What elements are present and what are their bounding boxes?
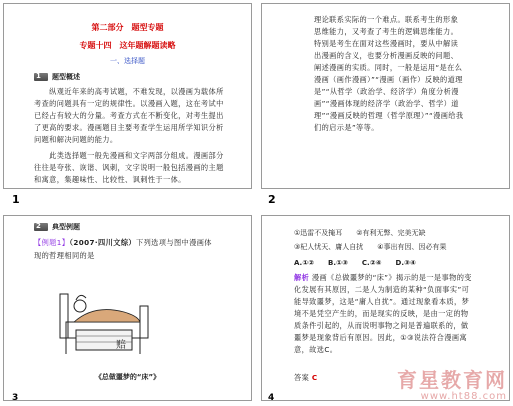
section-heading-overview [34, 72, 80, 82]
answer-label: 答案 [294, 373, 310, 382]
section-heading-example [34, 222, 80, 232]
subtitle: 一、选择题 [110, 57, 145, 65]
overview-paragraph-1: 纵观近年来的高考试题，不难发现，以漫画为载体所考查的问题具有一定的规律性。以漫画入题，这在考试中已经占有较大的分量。考查方式在不断变化，对考生提出了更高的要求。漫画题目主要考查学生运用所学知识分析问题和解决问题的能力。 [34, 87, 224, 144]
analysis-block [294, 272, 474, 368]
page-number-2: 2 [268, 193, 276, 206]
slide-3 [3, 215, 252, 401]
answer-line [294, 372, 318, 384]
topic-title: 专题十四 这年题解题读略 [79, 41, 176, 50]
answer-value: C [311, 373, 318, 382]
cartoon-caption: 《总做噩梦的“床”》 [94, 373, 161, 381]
example-source: （2007·四川文综） [69, 238, 136, 247]
page-number-1: 1 [12, 193, 20, 206]
example-tag: 【例题1】 [34, 238, 70, 247]
option-line-1: ①迅雷不及掩耳 ②有利无弊、完美无缺 [294, 229, 426, 237]
page-number-4: 4 [268, 393, 275, 403]
section-label: 典型例题 [52, 223, 80, 231]
example-question [34, 236, 219, 262]
part-title: 第二部分 题型专题 [91, 23, 164, 32]
overview-paragraph-2: 此类选择题一般先漫画和文字两部分组成。漫画部分往往是夸张、诙谐、讽刺，文字说明一般包括漫画的主题和寓意，集趣味性、比较性、讽刺性于一体。 [34, 151, 224, 184]
page-number-3: 3 [12, 393, 19, 403]
analysis-label: 解析 [294, 273, 310, 282]
watermark-url: www.ht88.com [420, 391, 507, 402]
section-label: 题型概述 [52, 73, 80, 81]
watermark-cn: 育星教育网 [397, 368, 507, 392]
slide-1 [3, 3, 252, 189]
cartoon-illustration [54, 284, 164, 364]
site-watermark [397, 369, 507, 402]
section-badge: 1 [34, 73, 48, 81]
example-text: 下列选项与图中漫画体现的哲理相同的是 [34, 238, 212, 260]
slide-2 [261, 3, 510, 189]
section-badge: 2 [34, 223, 48, 231]
option-line-2: ③杞人忧天、庸人自扰 ④事出有因、因必有果 [294, 243, 447, 251]
answer-choices: A.①② B.①③ C.②④ D.③④ [294, 259, 416, 267]
bed-character: 赔 [116, 340, 126, 351]
analysis-text: 漫画《总做噩梦的“床”》揭示的是一是事物的变化发展有其原因，二是人为制造的某种“负面事实”可能导致噩梦，这是“庸人自扰”。通过现象看本质，梦境不是凭空产生的，而是现实的反映，是由一定的物质条件引起的，从而说明事物之间是普遍联系的，做噩梦是现象背后有原因。因此，①③说法符合漫画寓意，故选C。 [294, 273, 472, 354]
slide2-body: 理论联系实际的一个难点。联系考生的形象思维能力，又考查了考生的逻辑思维能力。特别是考生在面对这些漫画时，要从中解读出漫画的含义，也要分析漫画反映的问题、阐述漫画的实质。同时，一般是运用“是在么漫画（画作漫画）”“漫画（画作）反映的道理是”“从哲学（政治学、经济学）角度分析漫画”“漫画体现的经济学（政治学、哲学）道理”“漫画反映的哲理（哲学原理）”“漫画给我们的启示是”等等。 [314, 15, 464, 132]
